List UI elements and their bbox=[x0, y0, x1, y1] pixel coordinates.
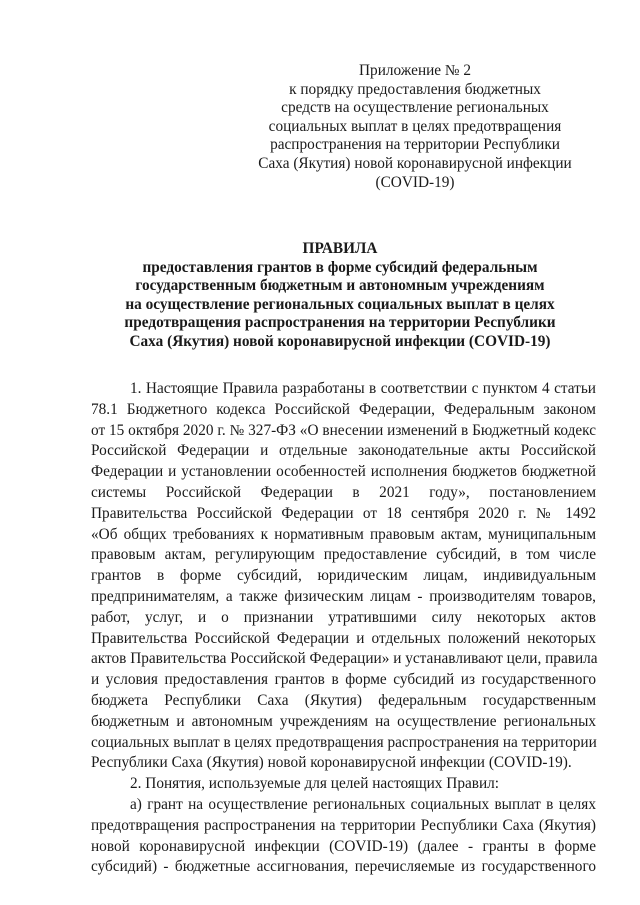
body-line: субсидий) - бюджетные ассигнования, перечисляемые из государственного bbox=[91, 858, 596, 876]
body-line: Правительства Российской Федерации от 18 сентября 2020 г. № 1492 bbox=[91, 504, 596, 522]
title-line: на осуществление региональных социальных выплат в целях bbox=[125, 295, 555, 313]
body-line: предпринимателям, а также физическим лицам - производителям товаров, bbox=[91, 587, 596, 605]
body-line: Федерации и установлении особенностей исполнения бюджетов бюджетной bbox=[91, 463, 596, 481]
body-line: работ, услуг, и о признании утратившими силу некоторых актов bbox=[91, 608, 596, 626]
body-line: предотвращения распространения на территории Республики Саха (Якутия) bbox=[91, 816, 596, 834]
body-line: бюджета Республики Саха (Якутия) федеральным государственным bbox=[91, 691, 596, 709]
body-line: 2. Понятия, используемые для целей настоящих Правил: bbox=[130, 775, 500, 793]
title-heading: ПРАВИЛА bbox=[302, 240, 378, 257]
body-line: системы Российской Федерации в 2021 году», постановлением bbox=[91, 483, 596, 501]
body-line: новой коронавирусной инфекции (COVID-19) (далее - гранты в форме bbox=[91, 837, 596, 855]
title-line: государственным бюджетным и автономным учреждениям bbox=[135, 277, 545, 295]
body-line: 1. Настоящие Правила разработаны в соответствии с пунктом 4 статьи bbox=[130, 380, 596, 397]
appendix-line: (COVID-19) bbox=[375, 173, 455, 191]
document-title bbox=[60, 240, 620, 352]
title-line: предотвращения распространения на территории Республики bbox=[124, 314, 556, 332]
appendix-line: к порядку предоставления бюджетных bbox=[289, 80, 541, 98]
body-line: Правительства Российской Федерации и отдельных положений некоторых bbox=[91, 629, 596, 647]
body-line: социальных выплат в целях предотвращения распространения на территории bbox=[91, 733, 597, 751]
body-line: Российской Федерации и отдельные законодательные акты Российской bbox=[91, 442, 596, 460]
appendix-header bbox=[250, 62, 580, 192]
body-line: актов Правительства Российской Федерации» и устанавливают цели, правила bbox=[91, 650, 598, 668]
body-line: 78.1 Бюджетного кодекса Российской Федерации, Федеральным законом bbox=[91, 400, 596, 418]
appendix-line: Саха (Якутия) новой коронавирусной инфекции bbox=[258, 154, 572, 172]
body-line: от 15 октября 2020 г. № 327-ФЗ «О внесении изменений в Бюджетный кодекс bbox=[91, 421, 596, 439]
appendix-line: распространения на территории Республики bbox=[270, 136, 560, 154]
body-line: грантов в форме субсидий, юридическим лицам, индивидуальным bbox=[91, 567, 596, 585]
title-line: Саха (Якутия) новой коронавирусной инфекции (COVID-19) bbox=[129, 332, 551, 350]
document-body bbox=[91, 379, 596, 878]
appendix-line: Приложение № 2 bbox=[359, 62, 471, 79]
appendix-line: средств на осуществление региональных bbox=[281, 99, 549, 117]
body-line: Республики Саха (Якутия) новой коронавирусной инфекции (COVID-19). bbox=[91, 754, 572, 772]
body-line: и условия предоставления грантов в форме субсидий из государственного bbox=[91, 671, 596, 689]
body-line: бюджетным и автономным учреждениям на осуществление региональных bbox=[91, 712, 596, 730]
body-line: «Об общих требованиях к нормативным правовым актам, муниципальным bbox=[91, 525, 596, 543]
title-line: предоставления грантов в форме субсидий федеральным bbox=[142, 258, 538, 276]
body-line: а) грант на осуществление региональных социальных выплат в целях bbox=[130, 795, 596, 813]
body-line: правовым актам, регулирующим предоставление субсидий, в том числе bbox=[91, 546, 596, 564]
appendix-line: социальных выплат в целях предотвращения bbox=[268, 117, 562, 135]
